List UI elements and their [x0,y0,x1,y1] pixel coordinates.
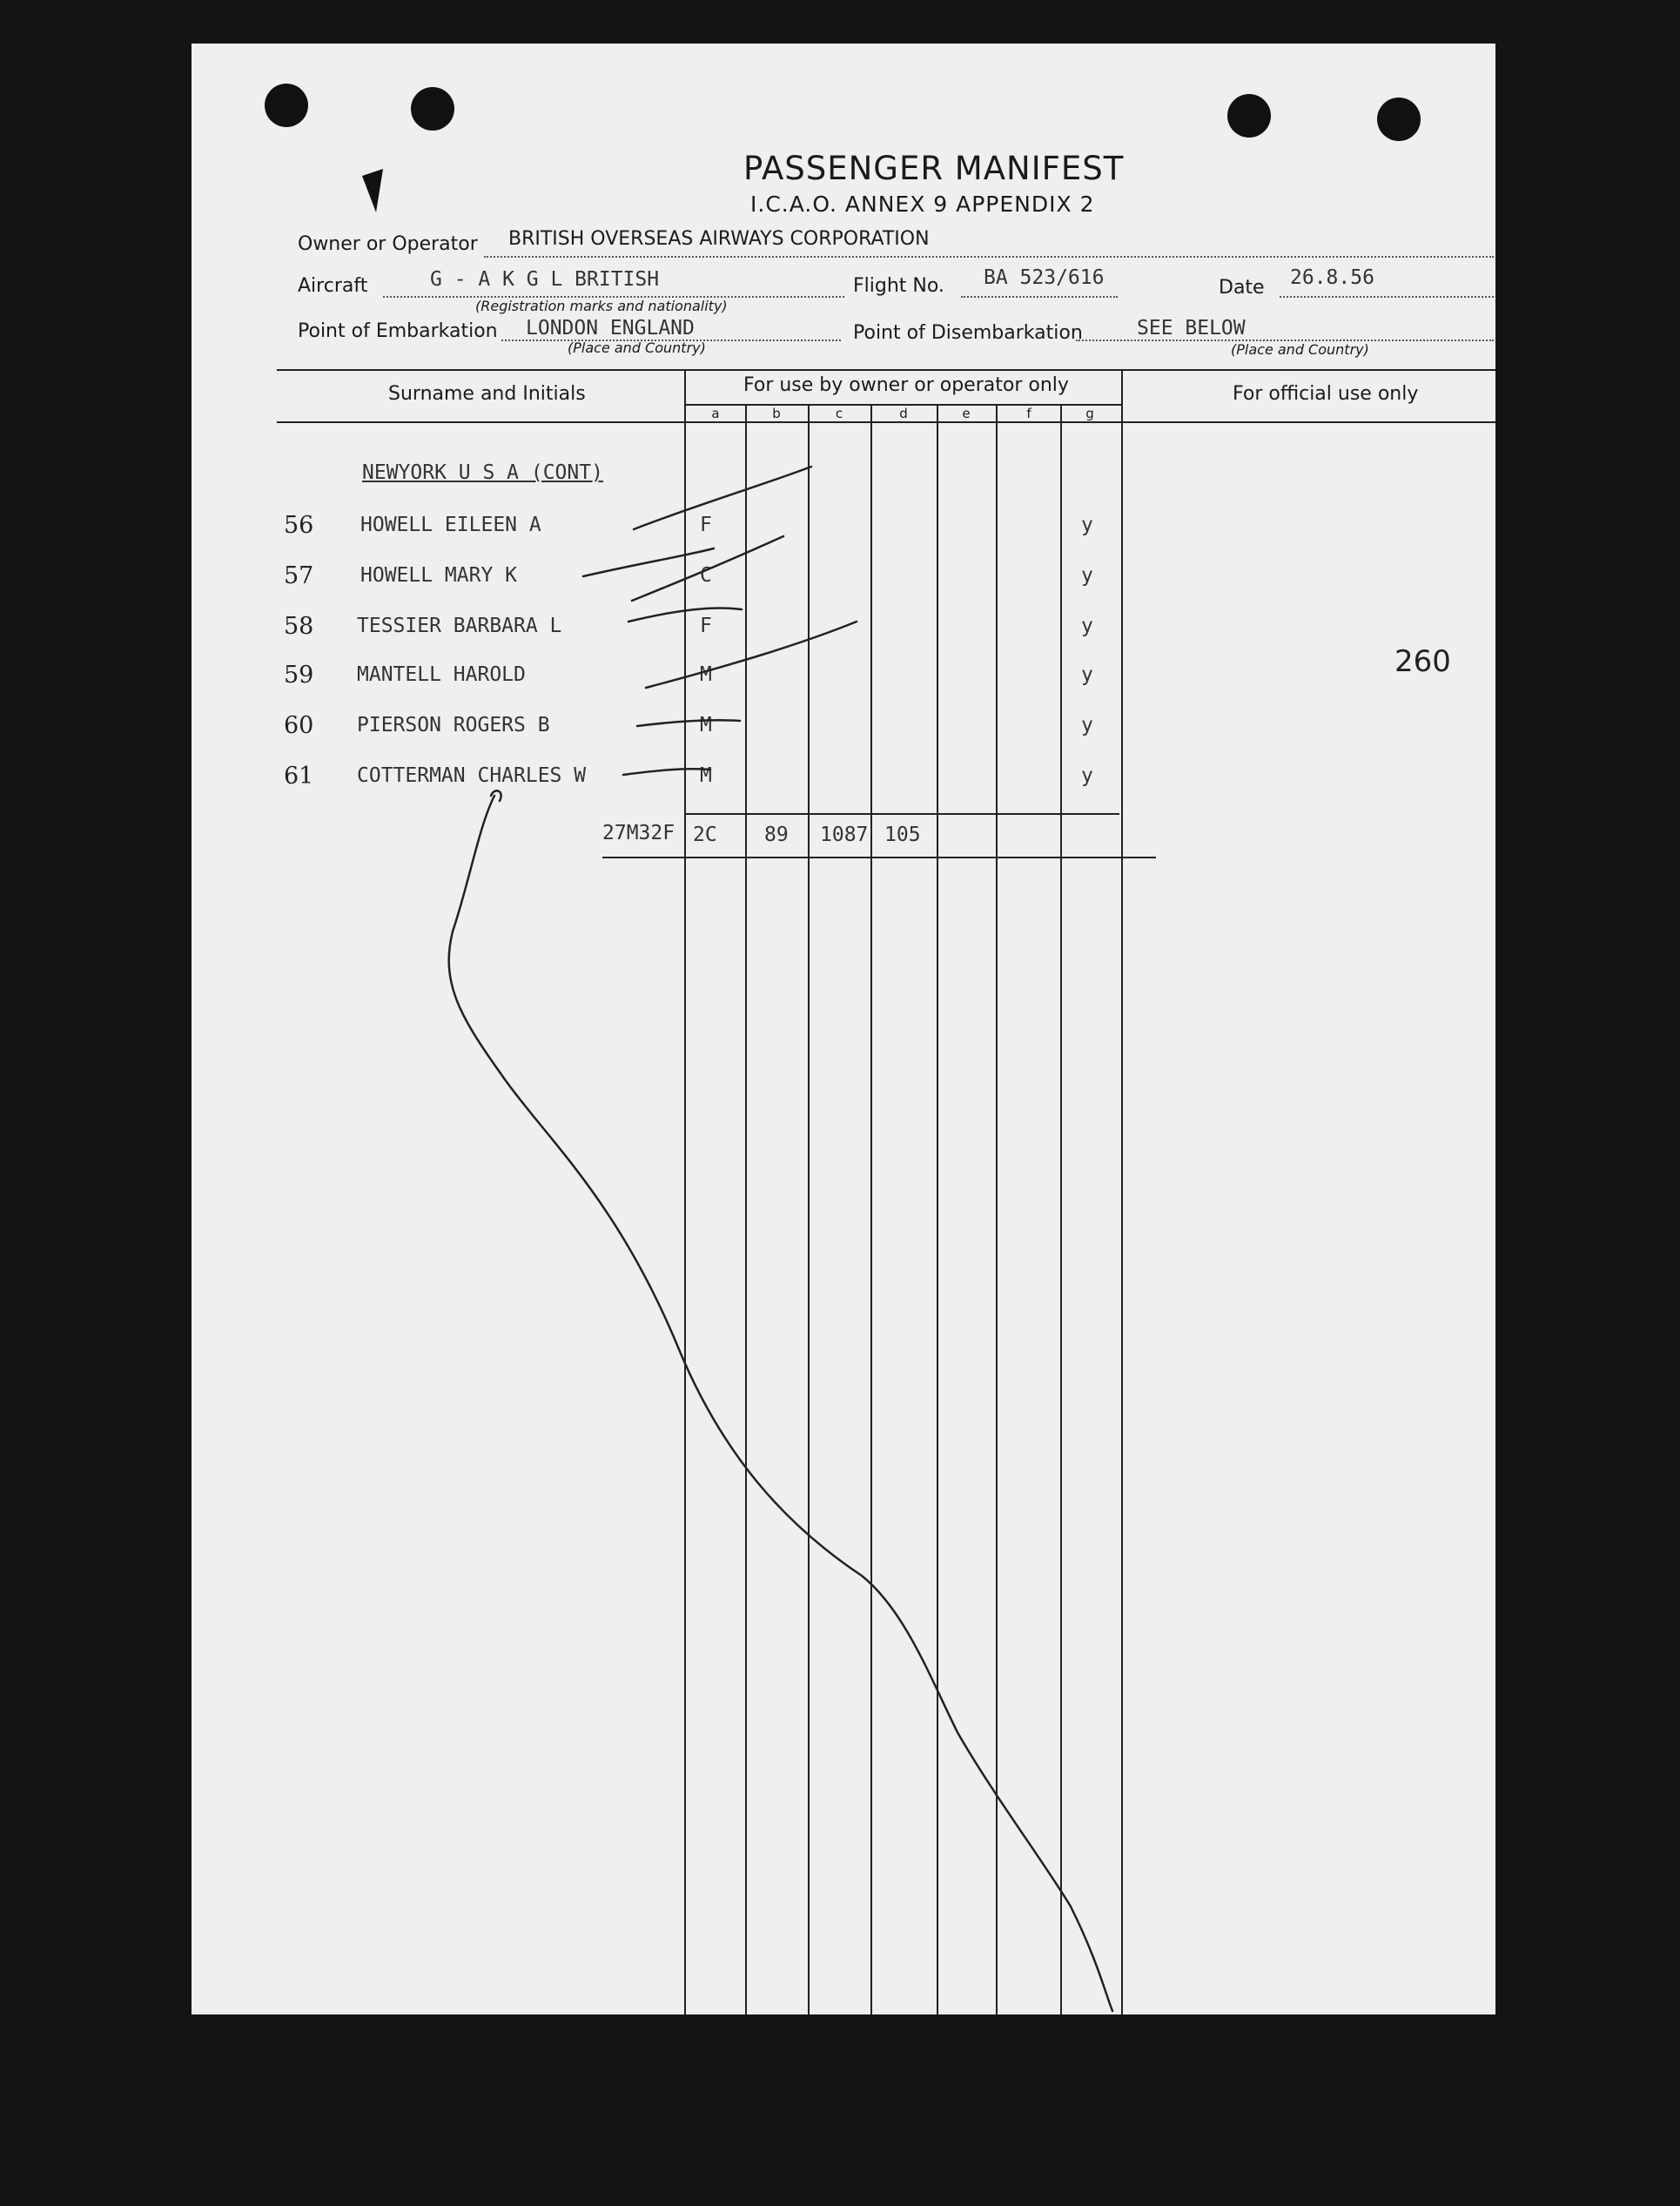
section-heading: NEWYORK U S A (CONT) [362,461,603,484]
official-note: 260 [1394,644,1451,679]
row-57-number: 57 [284,562,314,589]
row-59-name: MANTELL HAROLD [357,663,526,686]
manifest-sheet [192,44,1495,2014]
embark-label: Point of Embarkation [298,320,498,342]
col-header-official: For official use only [1233,383,1419,405]
aircraft-note: (Registration marks and nationality) [475,298,728,314]
row-60-number: 60 [284,712,314,739]
totals-col-d: 105 [884,824,921,846]
row-56-col-a: F [700,514,712,536]
row-58-col-a: F [700,615,712,637]
subcol-g: g [1085,406,1094,421]
totals-col-a: 2C [693,824,717,846]
row-57-name: HOWELL MARY K [360,564,518,587]
page-subtitle: I.C.A.O. ANNEX 9 APPENDIX 2 [750,192,1095,217]
subcol-c: c [835,406,843,421]
owner-value: BRITISH OVERSEAS AIRWAYS CORPORATION [508,228,930,250]
subcol-a: a [711,406,720,421]
subcol-b: b [772,406,781,421]
disembark-label: Point of Disembarkation [853,322,1083,344]
row-57-col-a: C [700,564,712,587]
row-60-col-a: M [700,714,712,736]
disembark-note: (Place and Country) [1231,341,1369,358]
owner-label: Owner or Operator [298,233,478,255]
embark-note: (Place and Country) [568,340,706,356]
row-56-col-g: y [1081,514,1093,536]
row-56-name: HOWELL EILEEN A [360,514,541,536]
col-header-name: Surname and Initials [388,383,586,405]
row-57-col-g: y [1081,564,1093,587]
subcol-e: e [962,406,971,421]
subcol-f: f [1026,406,1032,421]
col-header-owner: For use by owner or operator only [743,374,1069,396]
date-label: Date [1219,277,1265,299]
aircraft-label: Aircraft [298,275,368,297]
row-58-name: TESSIER BARBARA L [357,615,562,637]
row-59-number: 59 [284,662,314,689]
binding-mark [362,169,383,212]
row-61-name: COTTERMAN CHARLES W [357,764,587,787]
flight-value: BA 523/616 [984,266,1105,289]
row-56-number: 56 [284,512,314,539]
totals-col-c: 1087 [820,824,869,846]
row-61-col-g: y [1081,764,1093,787]
flight-label: Flight No. [853,275,944,297]
pen-strokes [192,44,1495,2014]
row-59-col-a: M [700,663,712,686]
row-61-col-a: M [700,764,712,787]
totals-col-b: 89 [764,824,789,846]
aircraft-value: G - A K G L BRITISH [430,268,660,291]
row-58-col-g: y [1081,615,1093,637]
disembark-value: SEE BELOW [1137,317,1246,340]
page-title: PASSENGER MANIFEST [743,150,1125,187]
row-58-number: 58 [284,613,314,640]
date-value: 26.8.56 [1290,266,1374,289]
subcol-d: d [899,406,908,421]
row-61-number: 61 [284,763,314,790]
embark-value: LONDON ENGLAND [526,317,695,340]
totals-passengers: 27M32F [602,822,675,844]
row-59-col-g: y [1081,663,1093,686]
row-60-name: PIERSON ROGERS B [357,714,550,736]
row-60-col-g: y [1081,714,1093,736]
